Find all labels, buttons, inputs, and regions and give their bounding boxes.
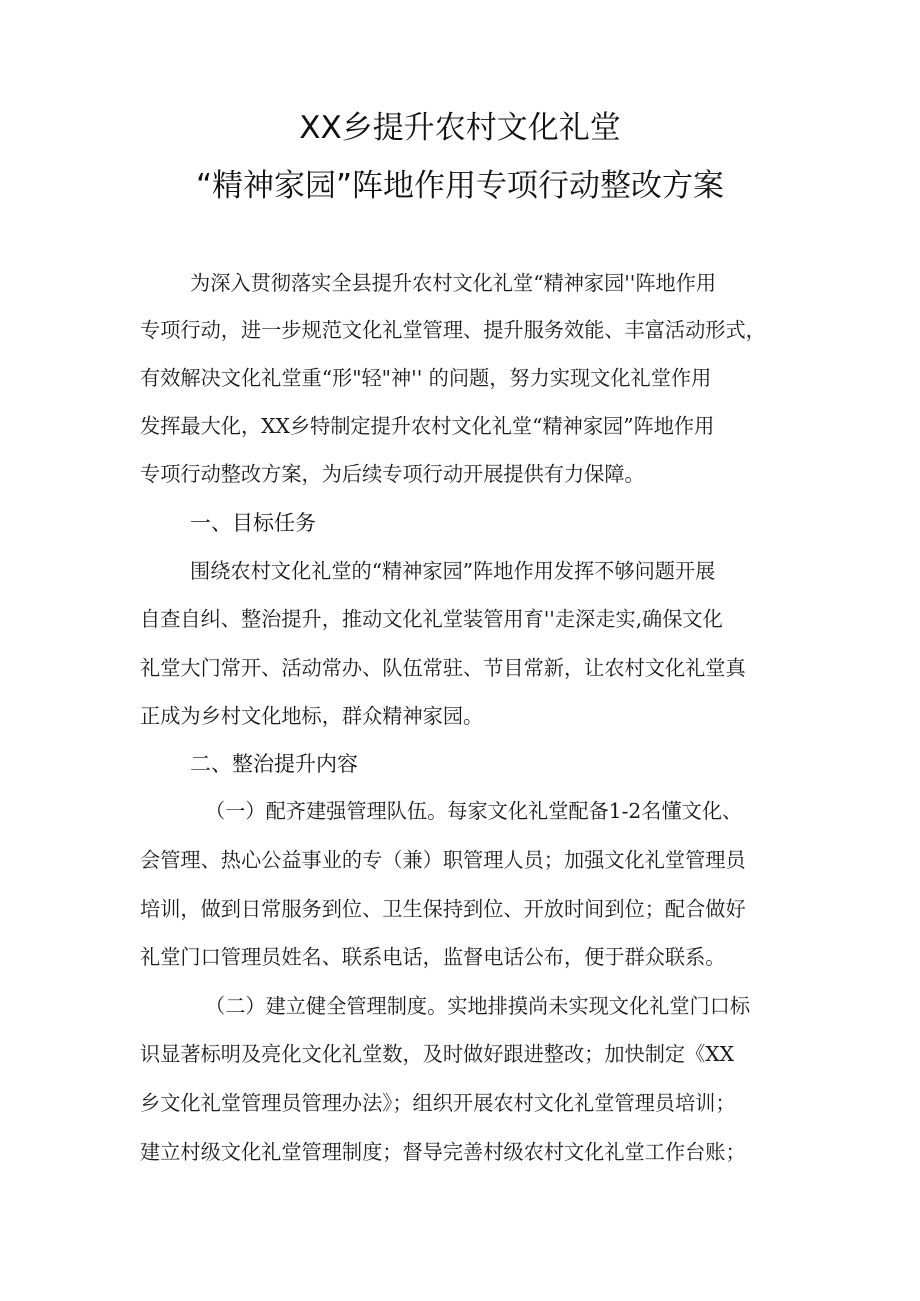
section1-line-3: 礼堂大门常开、活动常办、队伍常驻、节目常新，让农村文化礼堂真 xyxy=(140,656,746,680)
item2-line-3: 乡文化礼堂管理员管理办法》；组织开展农村文化礼堂管理员培训； xyxy=(140,1091,736,1115)
section1-line-4: 正成为乡村文化地标，群众精神家园。 xyxy=(140,704,484,728)
item2-line-1: （二）建立健全管理制度。实地排摸尚未实现文化礼堂门口标 xyxy=(205,994,751,1018)
section-heading-goals: 一、目标任务 xyxy=(190,511,316,535)
section-heading-rectification: 二、整治提升内容 xyxy=(190,752,358,776)
section1-line-2: 自查自纠、整治提升，推动文化礼堂装管用育''走深走实,确保文化 xyxy=(140,607,723,631)
item2-line-4: 建立村级文化礼堂管理制度；督导完善村级农村文化礼堂工作台账； xyxy=(140,1140,746,1164)
item1-line-2: 会管理、热心公益事业的专（兼）职管理人员；加强文化礼堂管理员 xyxy=(140,848,746,872)
item2-line-2: 识显著标明及亮化文化礼堂数，及时做好跟进整改；加快制定《XX xyxy=(140,1042,734,1066)
item1-line-4: 礼堂门口管理员姓名、联系电话，监督电话公布，便于群众联系。 xyxy=(140,945,726,969)
title-line-2: “精神家园”阵地作用专项行动整改方案 xyxy=(195,168,725,204)
item1-line-1: （一）配齐建强管理队伍。每家文化礼堂配备1-2名懂文化、 xyxy=(205,799,743,823)
intro-line-3: 有效解决文化礼堂重“形"轻"神'' 的问题，努力实现文化礼堂作用 xyxy=(140,366,712,390)
section1-line-1: 围绕农村文化礼堂的“精神家园”阵地作用发挥不够问题开展 xyxy=(190,559,716,583)
title-line-1: XX乡提升农村文化礼堂 xyxy=(299,110,621,146)
intro-line-1: 为深入贯彻落实全县提升农村文化礼堂“精神家园''阵地作用 xyxy=(190,271,717,295)
intro-line-4: 发挥最大化，XX乡特制定提升农村文化礼堂“精神家园”阵地作用 xyxy=(140,414,715,438)
intro-line-2: 专项行动，进一步规范文化礼堂管理、提升服务效能、丰富活动形式， xyxy=(140,318,766,342)
item1-line-3: 培训，做到日常服务到位、卫生保持到位、开放时间到位；配合做好 xyxy=(140,897,746,921)
intro-line-5: 专项行动整改方案，为后续专项行动开展提供有力保障。 xyxy=(140,462,645,486)
